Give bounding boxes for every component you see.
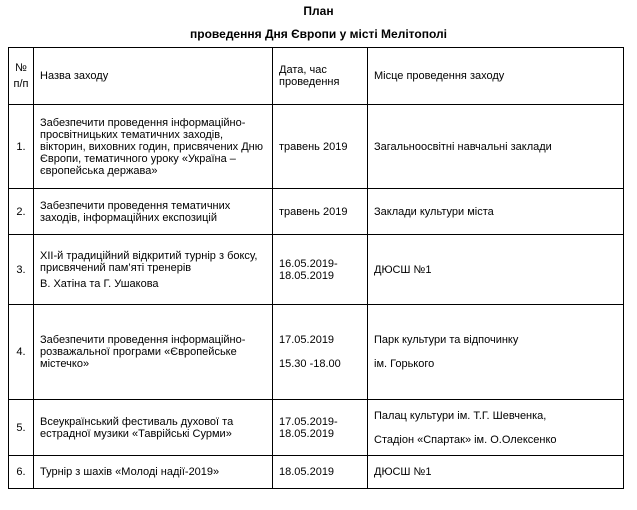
row-name: Забезпечити проведення тематичних заходів, інформаційних експозицій (34, 189, 273, 235)
row-date: 17.05.2019-18.05.2019 (273, 400, 368, 456)
row-place: Заклади культури міста (368, 189, 624, 235)
row-number: 3. (9, 235, 34, 305)
header-place: Місце проведення заходу (368, 48, 624, 105)
table-row (9, 456, 624, 489)
row-place: ДЮСШ №1 (368, 456, 624, 489)
row-place: ДЮСШ №1 (368, 235, 624, 305)
row-place: Парк культури та відпочинку ім. Горького (368, 305, 624, 400)
row-name: Забезпечити проведення інформаційно-просвітницьких тематичних заходів, вікторин, виховних годин, присвячених Дню Європи, тематичного уроку «Україна – європейська держава» (34, 105, 273, 189)
header-name: Назва заходу (34, 48, 273, 105)
row-number: 6. (9, 456, 34, 489)
table-row (9, 189, 624, 235)
table-row (9, 305, 624, 400)
row-date: травень 2019 (273, 105, 368, 189)
table-row (9, 105, 624, 189)
row-number: 5. (9, 400, 34, 456)
table-row (9, 400, 624, 456)
row-number: 1. (9, 105, 34, 189)
row-name: Всеукраїнський фестиваль духової та естрадної музики «Таврійські Сурми» (34, 400, 273, 456)
page-subtitle: проведення Дня Європи у місті Мелітополі (190, 27, 447, 41)
row-number: 2. (9, 189, 34, 235)
row-place: Палац культури ім. Т.Г. Шевченка, Стадіон «Спартак» ім. О.Олексенко (368, 400, 624, 456)
table-row (9, 235, 624, 305)
row-date: 16.05.2019-18.05.2019 (273, 235, 368, 305)
header-number: № п/п (9, 48, 34, 105)
row-name: Забезпечити проведення інформаційно-розважальної програми «Європейське містечко» (34, 305, 273, 400)
events-table (8, 47, 624, 489)
row-name: XII-й традиційний відкритий турнір з боксу, присвячений пам’яті тренерів В. Хатіна та Г. Ушакова (34, 235, 273, 305)
row-date: травень 2019 (273, 189, 368, 235)
row-date: 17.05.2019 15.30 -18.00 (273, 305, 368, 400)
row-number: 4. (9, 305, 34, 400)
row-name: Турнір з шахів «Молоді надії-2019» (34, 456, 273, 489)
table-header-row (9, 48, 624, 105)
row-date: 18.05.2019 (273, 456, 368, 489)
page-title: План (303, 4, 334, 18)
row-place: Загальноосвітні навчальні заклади (368, 105, 624, 189)
header-date: Дата, час проведення (273, 48, 368, 105)
